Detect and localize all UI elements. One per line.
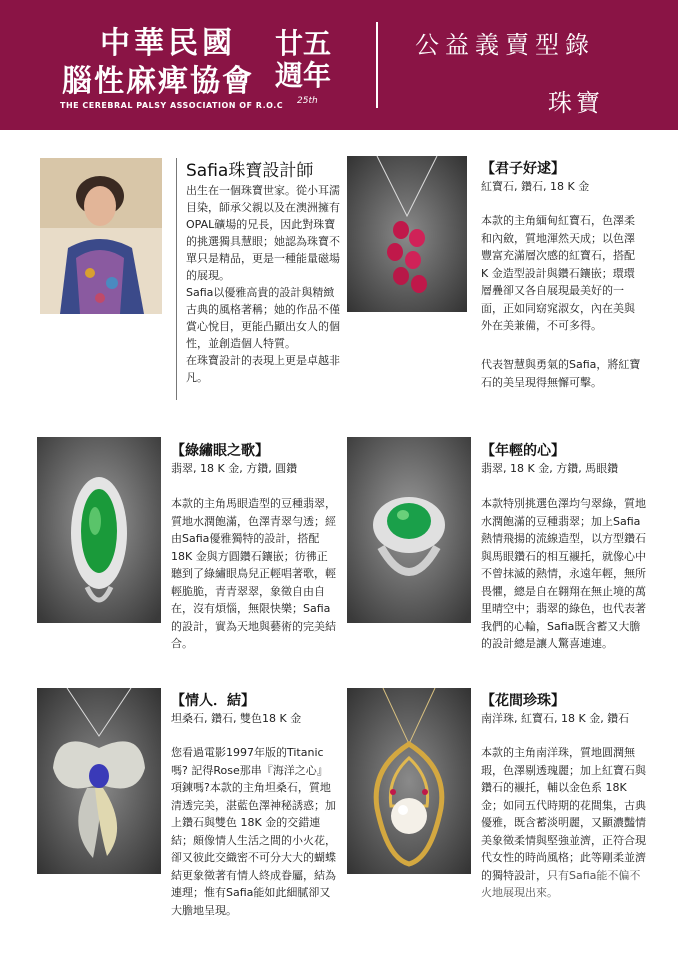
item-description-5-main: 本款的主角南洋珠，質地圓潤無瑕，色澤剔透瑰麗；加上紅寶石與鑽石的襯托，輔以金色系 18K 金；如同五代時期的花間集，古典優雅，既含蓄淡明麗，又顯濃豔情美象徵柔情與堅強並濟，正符合現代女性的時尚風格；此等剛柔並濟的獨特設計， [481,746,646,882]
catalog-title: 公益義賣型錄 [415,31,595,59]
item-materials-3: 翡翠, 18 K 金, 方鑽, 馬眼鑽 [481,462,619,475]
tanzanite-pendant-photo [37,688,161,874]
item-materials-2: 翡翠, 18 K 金, 方鑽, 圓鑽 [171,462,298,475]
item-title-4: 【情人．結】 [171,693,255,709]
item-title-5: 【花間珍珠】 [481,693,565,709]
item-description-5-note: 只有Safia能不偏不火地展現出來。 [481,868,641,899]
item-description-4: 您看過電影1997年版的Titanic嗎? 記得Rose那串『海洋之心』項鍊嗎?本款的主角坦桑石，質地清透完美，湛藍色澤神秘誘惑；加上鑽石與雙色 18K 金的交錯連結；頗像情人生活之間的小火花，卻又彼此交織密不可分大大的蝴蝶結更象徵著有情人終成眷屬，結為連理；惟有Safia能如此細膩卻又大膽地呈現。 [171,746,336,917]
item-materials-4: 坦桑石, 鑽石, 雙色18 K 金 [171,712,302,725]
bio-divider [176,158,177,400]
designer-portrait [40,158,162,314]
item-materials-1: 紅寶石, 鑽石, 18 K 金 [481,180,590,193]
jade-marquise-ring-photo [37,437,161,623]
jade-cabochon-ring-photo [347,437,471,623]
ruby-necklace-photo [347,156,467,312]
item-description-5 [481,744,646,902]
designer-bio [186,182,340,386]
header-banner [0,0,678,130]
bio-paragraph-2: Safia以優雅高貴的設計與精緻古典的風格著稱；她的作品不僅賞心悅目，更能凸顯出女人的個性，並創造個人特質。 [186,286,340,350]
designer-title: Safia珠寶設計師 [186,161,314,181]
org-name-english: THE CEREBRAL PALSY ASSOCIATION OF R.O.C [60,101,284,110]
anniversary-logo: 廿五週年 [274,27,331,92]
catalog-section: 珠寶 [548,89,604,117]
bio-paragraph-1: 出生在一個珠寶世家。從小耳濡目染，師承父親以及在澳洲擁有OPAL礦場的兄長，因此對珠寶的挑選獨具慧眼；她認為珠寶不單只是精品，更是一種能量磁場的展現。 [186,184,340,282]
item-title-1: 【君子好逑】 [481,161,565,177]
org-name-line2: 腦性麻痺協會 [62,64,254,99]
item-description-3: 本款特別挑選色澤均勻翠綠，質地水潤飽滿的豆種翡翠；加上Safia熱情飛揚的流線造型，以方型鑽石與馬眼鑽石的相互襯托，就像心中不曾抹滅的熱情，永遠年輕，無所畏懼，總是自在翱翔在無止境的萬里晴空中；翡翠的綠色，也代表著我們的心輪，Safia既含蓄又大膽的設計總是讓人驚喜連連。 [481,497,646,650]
item-description-1: 本款的主角緬甸紅寶石，色澤柔和內斂，質地渾然天成；以色澤豐富充滿層次感的紅寶石，搭配 K 金造型設計與鑽石鑲嵌；環環層疊卻又各自展現最美好的一面，正如同窈窕淑女，內在美與外在美兼備，不可多得。 [481,214,635,332]
bio-paragraph-3: 在珠寶設計的表現上更是卓越非凡。 [186,354,340,384]
org-name-line1: 中華民國 [100,26,236,61]
item-title-3: 【年輕的心】 [481,443,565,459]
item-description-2: 本款的主角馬眼造型的豆種翡翠，質地水潤飽滿，色澤青翠勻透；經由Safia優雅獨特的設計，搭配 18K 金與方圓鑽石鑲嵌；彷彿正聽到了綠繡眼鳥兒正輕唱著歌，輕輕脆脆，青青翠翠，象徵自由自在，沒有煩惱，無限快樂；Safia的設計，實為天地與藝術的完美結合。 [171,497,336,650]
anniversary-25th: 25th [297,96,318,106]
item-description-1b: 代表智慧與勇氣的Safia，將紅寶石的美呈現得無懈可擊。 [481,358,641,389]
item-title-2: 【綠繡眼之歌】 [171,443,269,459]
pearl-pendant-photo [347,688,471,874]
item-materials-5: 南洋珠, 紅寶石, 18 K 金, 鑽石 [481,712,630,725]
header-divider [376,22,378,108]
